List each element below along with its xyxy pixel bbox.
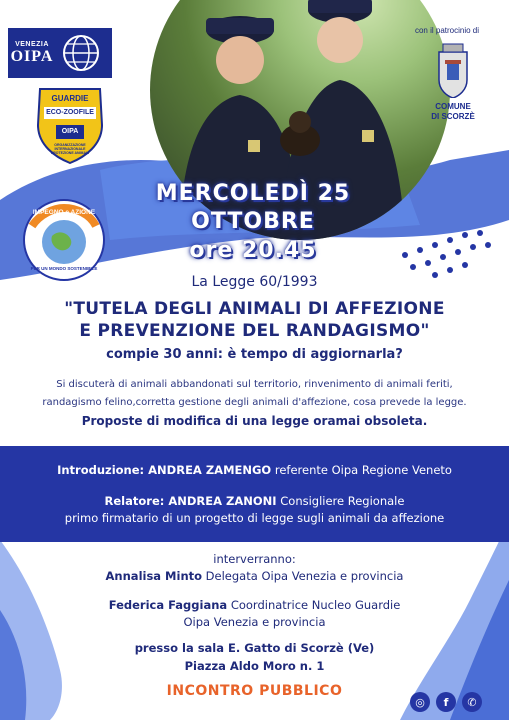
instagram-icon[interactable]: ◎	[410, 692, 430, 712]
globe-icon	[56, 31, 106, 75]
comune-line-1: COMUNE	[435, 102, 471, 111]
logo-city-text: VENEZIA	[15, 40, 49, 48]
federica-role-line-2: Oipa Venezia e provincia	[183, 615, 326, 629]
annalisa-name: Annalisa Minto	[105, 569, 203, 583]
venue-sala: presso la sala E. Gatto di Scorzè (Ve)	[134, 641, 375, 655]
relatore-role: Consigliere Regionale	[276, 494, 405, 508]
whatsapp-icon[interactable]: ✆	[462, 692, 482, 712]
proposte-text: Proposte di modifica di una legge oramai obsoleta.	[81, 414, 428, 428]
venue-address: Piazza Aldo Moro n. 1	[184, 659, 325, 673]
mondo-sostenibile-label: PER UN MONDO SOSTENIBILE	[30, 266, 98, 271]
impegno-azione-logo	[20, 196, 108, 284]
description-line-2: randagismo felino,corretta gestione degli animali d'affezione, cosa prevede la legge.	[42, 397, 467, 408]
intro-speaker-role: referente Oipa Regione Veneto	[271, 463, 452, 477]
oipa-full-name: ORGANIZZAZIONE INTERNAZIONALE PROTEZIONE ANIMALI	[50, 143, 90, 155]
title-line-2: E PREVENZIONE DEL RANDAGISMO"	[79, 321, 430, 341]
speaker-federica	[0, 598, 509, 612]
guardie-ecozoofile-logo	[30, 85, 110, 165]
federica-role: Coordinatrice Nucleo Guardie	[227, 598, 401, 612]
logo-org-text: OIPA	[10, 47, 54, 65]
intro-speaker-name: Introduzione: ANDREA ZAMENGO	[57, 463, 272, 477]
patrocinio-text: con il patrocinio di	[414, 26, 480, 35]
comune-coat-of-arms-icon	[435, 42, 471, 98]
facebook-icon[interactable]: f	[436, 692, 456, 712]
guardie-label: GUARDIE	[51, 94, 89, 103]
annalisa-role: Delegata Oipa Venezia e provincia	[202, 569, 404, 583]
speaker-annalisa	[0, 569, 509, 583]
ecozoofile-label: ECO-ZOOFILE	[46, 109, 94, 116]
date-day: MERCOLEDÌ 25 OTTOBRE	[155, 181, 351, 234]
comune-name	[423, 102, 483, 122]
date-time: ore 20.45	[189, 238, 317, 263]
relatore-speaker	[0, 494, 509, 508]
description-line-1: Si discuterà di animali abbandonati sul territorio, rinvenimento di animali feriti,	[56, 379, 453, 390]
relatore-description: primo firmatario di un progetto di legge sugli animali da affezione	[64, 511, 445, 525]
incontro-pubblico-label: INCONTRO PUBBLICO	[166, 683, 343, 699]
subtitle: compie 30 anni: è tempo di aggiornarla?	[106, 347, 403, 362]
title-line-1: "TUTELA DEGLI ANIMALI DI AFFEZIONE	[64, 299, 445, 319]
oipa-badge-label: OIPA	[61, 128, 79, 135]
interverranno-label: interverranno:	[213, 552, 296, 566]
federica-name: Federica Faggiana	[108, 598, 228, 612]
impegno-label: IMPEGNO e AZIONE	[32, 209, 96, 216]
event-date	[108, 180, 398, 266]
law-reference: La Legge 60/1993	[191, 274, 318, 290]
comune-line-2: DI SCORZÈ	[431, 112, 475, 121]
relatore-name: Relatore: ANDREA ZANONI	[104, 494, 277, 508]
oipa-venezia-logo	[8, 28, 112, 78]
intro-speaker	[0, 463, 509, 477]
